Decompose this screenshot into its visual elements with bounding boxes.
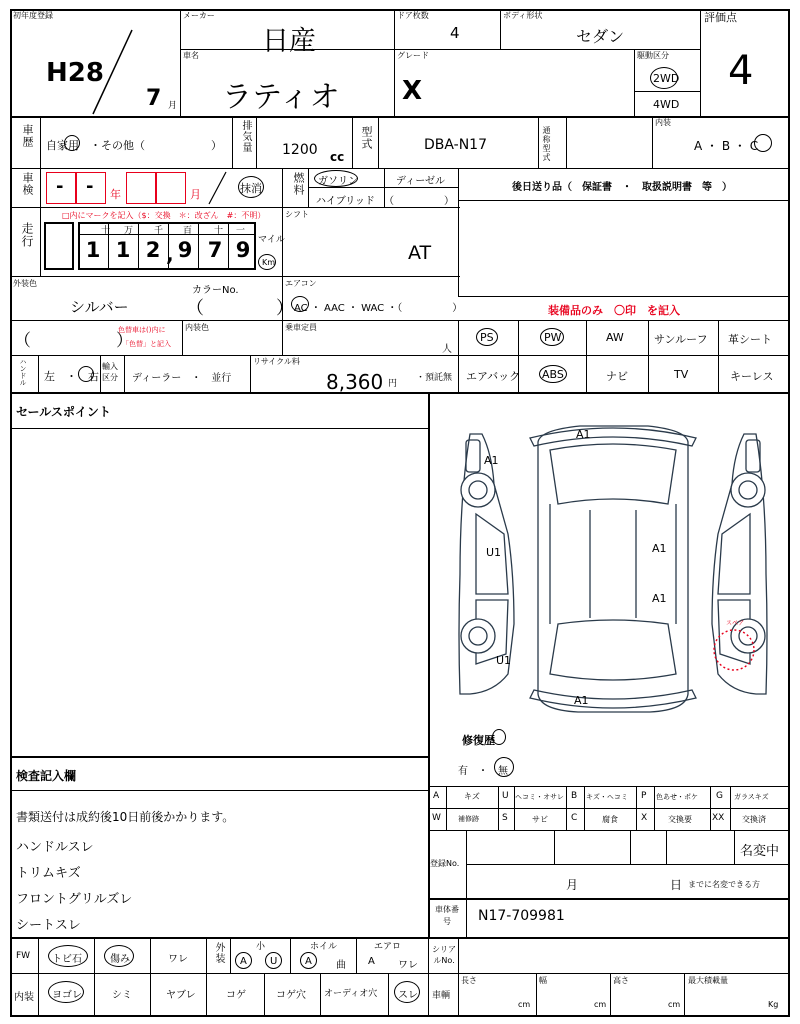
capacity-label: 乗車定員 xyxy=(285,323,317,332)
doors-label: ドア枚数 xyxy=(397,11,429,20)
name-change: 名変中 xyxy=(740,844,780,859)
inspector-note-2: ハンドルスレ xyxy=(16,840,94,855)
legend-s: S xyxy=(502,813,508,823)
displacement-unit: cc xyxy=(330,150,345,164)
year-char: 年 xyxy=(110,188,121,201)
legend-p: P xyxy=(641,791,647,801)
month-char: 月 xyxy=(190,188,201,201)
body-type-label: ボディ形状 xyxy=(503,11,543,20)
history-value: 自家用 ・その他（ ） xyxy=(46,139,222,152)
handle-label: ハンドル xyxy=(19,358,27,386)
name-change-note: までに名変できる方 xyxy=(688,880,760,889)
mileage-unit-2: 万 xyxy=(124,226,134,236)
legend-w-text: 補修跡 xyxy=(458,815,479,823)
legend-b: B xyxy=(571,791,578,801)
name-change-day: 日 xyxy=(670,878,683,892)
ext-wheel-a-circle xyxy=(300,952,317,969)
int-stain: シミ xyxy=(112,990,132,1001)
equip-aw: AW xyxy=(606,331,624,344)
fuel-diesel: ディーゼル xyxy=(396,176,445,187)
color-change-note-1: 色替車は()内に xyxy=(118,326,166,334)
ext-wheel: ホイル xyxy=(310,942,338,952)
int-label: 内装 xyxy=(14,992,34,1003)
inspector-note-4: フロントグリルズレ xyxy=(16,892,133,907)
mileage-digit-5: 7 xyxy=(207,238,223,262)
reg-no-label: 登録No. xyxy=(430,859,460,868)
private-use-circle xyxy=(64,135,80,151)
mileage-digit-1: 1 xyxy=(85,238,101,262)
equip-navi: ナビ xyxy=(606,370,628,383)
int-burn-hole: コゲ穴 xyxy=(276,990,306,1001)
inspection-dash-2: - xyxy=(86,176,94,197)
common-model-label: 通称型式 xyxy=(542,126,551,162)
dims-load-label: 最大積載量 xyxy=(688,976,728,985)
equip-abs-circle xyxy=(539,365,567,383)
exterior-color: シルバー xyxy=(70,298,129,316)
equip-pw: PW xyxy=(544,331,562,344)
equip-keyless: キーレス xyxy=(730,370,774,383)
mark-right-front-door: A1 xyxy=(652,542,667,555)
reg-month-unit: 月 xyxy=(168,101,178,111)
exterior-color-label: 外装色 xyxy=(13,279,37,288)
int-dirt: ヨゴレ xyxy=(52,990,82,1001)
inspection-dash-1: - xyxy=(56,176,64,197)
inspector-note-5: シートスレ xyxy=(16,918,81,933)
not-registered: 抹消 xyxy=(240,182,262,195)
fuel-hybrid: ハイブリッド xyxy=(316,196,375,207)
inspector-note-1: 書類送付は成約後10日前後かかります。 xyxy=(16,810,235,824)
ext-small-u-circle xyxy=(265,952,282,969)
car-name-label: 車名 xyxy=(183,51,199,60)
displacement-label: 排気量 xyxy=(240,120,251,153)
ext-small-u: U xyxy=(270,956,278,967)
legend-c: C xyxy=(571,813,578,823)
fw-label: FW xyxy=(16,951,31,961)
ext-label: 外装 xyxy=(213,942,224,964)
dims-width-unit: cm xyxy=(594,1000,607,1009)
sales-point-label: セールスポイント xyxy=(16,405,111,419)
ext-aero-a: A xyxy=(368,956,375,967)
ext-aero-crack: ワレ xyxy=(398,960,418,971)
int-scuff-circle xyxy=(394,981,420,1003)
first-reg-label: 初年度登録 xyxy=(13,11,53,20)
interior-label: 内装 xyxy=(655,118,671,127)
slash-divider xyxy=(90,28,136,116)
inspection-box-3 xyxy=(126,172,156,204)
interior-grade-circle xyxy=(754,134,772,152)
mileage-unit-5: 十 xyxy=(214,226,224,236)
legend-x-text: 交換要 xyxy=(668,815,692,824)
legend-b-text: キズ・ヘコミ xyxy=(586,793,628,801)
handle-right-circle xyxy=(78,366,94,382)
drive-4wd: 4WD xyxy=(653,98,680,111)
mileage-comma: , xyxy=(166,242,174,266)
legend-w: W xyxy=(432,813,441,823)
spare-label: スペア xyxy=(726,620,745,627)
body-type: セダン xyxy=(576,27,625,46)
grade: X xyxy=(402,76,423,106)
repair-value: 有 ・ 無 xyxy=(458,766,508,777)
inspection-label: 車検 xyxy=(21,172,34,196)
color-change-note-2: 「色替」と記入 xyxy=(122,340,171,348)
legend-s-text: サビ xyxy=(532,815,548,824)
equip-leather: 革シート xyxy=(728,333,772,346)
repair-label-circle xyxy=(492,729,506,745)
mileage-note: □内にマークを記入（$：交換 ＊：改ざん #：不明） xyxy=(62,211,266,220)
slash-divider-2 xyxy=(206,170,228,206)
ext-small-a-circle xyxy=(235,952,252,969)
ac-label: エアコン xyxy=(285,279,317,288)
dims-height-unit: cm xyxy=(668,1000,681,1009)
legend-g-text: ガラスキズ xyxy=(734,793,769,801)
mileage-unit-4: 百 xyxy=(183,226,193,236)
mark-left-door: U1 xyxy=(486,546,502,559)
mileage-label: 走行 xyxy=(20,222,34,248)
gasoline-circle xyxy=(314,170,358,187)
dims-load-unit: Kg xyxy=(768,1000,779,1009)
int-audio-hole: オーディオ穴 xyxy=(324,989,378,999)
reg-month: 7 xyxy=(146,86,162,111)
recycle-unit: 円 xyxy=(388,379,398,389)
legend-c-text: 腐食 xyxy=(602,815,618,824)
dims-width-label: 幅 xyxy=(539,976,547,985)
mark-right-rear-door: A1 xyxy=(652,592,667,605)
displacement: 1200 xyxy=(282,142,318,158)
mark-front: A1 xyxy=(576,428,591,441)
mileage-digit-4: 9 xyxy=(177,238,193,262)
inspector-note-3: トリムキズ xyxy=(16,866,81,881)
legend-g: G xyxy=(716,791,723,801)
equip-tv: TV xyxy=(674,368,689,381)
repair-label: 修復歴 xyxy=(462,734,495,747)
equip-pw-circle xyxy=(540,328,564,346)
mark-rear: A1 xyxy=(574,694,589,707)
mileage-digit-2: 1 xyxy=(115,238,131,262)
deposit-label: ・預託無 xyxy=(416,373,453,383)
km-label: Km xyxy=(262,258,276,267)
import-value: ディーラー ・ 並行 xyxy=(132,373,232,384)
ext-aero: エアロ xyxy=(374,942,402,952)
mile-label: マイル xyxy=(258,235,285,245)
ext-wheel-bent: 曲 xyxy=(336,960,346,971)
chassis-label: 車体番号 xyxy=(435,905,459,926)
ext-small: 小 xyxy=(256,942,266,952)
car-diagram xyxy=(430,394,790,724)
legend-a: A xyxy=(433,791,440,801)
km-circle xyxy=(258,254,276,270)
mileage-unit-1: 十 xyxy=(101,226,111,236)
color-change-value: （ ） xyxy=(14,331,133,351)
recycle-label: リサイクル料 xyxy=(253,357,300,366)
dims-length-label: 長さ xyxy=(461,976,477,985)
mark-left-front: A1 xyxy=(484,454,499,467)
maker-label: メーカー xyxy=(183,11,215,20)
legend-x: X xyxy=(641,813,648,823)
ac-circle xyxy=(291,296,309,312)
fw-damage-circle xyxy=(104,945,134,967)
ext-small-a: A xyxy=(240,956,247,967)
ac-options: AC ・ AAC ・ WAC ・（ ） xyxy=(294,303,463,314)
int-scuff: スレ xyxy=(398,990,418,1001)
drive-label: 駆動区分 xyxy=(637,51,669,60)
legend-u-text: ヘコミ・オサレ xyxy=(515,793,564,801)
chassis-no: N17-709981 xyxy=(478,908,565,924)
not-registered-circle xyxy=(238,176,264,198)
dims-height-label: 高さ xyxy=(613,976,629,985)
inspection-box-4 xyxy=(156,172,186,204)
capacity-unit: 人 xyxy=(442,344,452,355)
grade-label: グレード xyxy=(397,51,429,60)
repair-none-circle xyxy=(494,757,514,777)
fw-crack: ワレ xyxy=(168,954,188,965)
fuel-gasoline: ガソリン xyxy=(318,176,358,187)
equip-sunroof: サンルーフ xyxy=(654,333,708,346)
legend-u: U xyxy=(502,791,509,801)
dims-length-unit: cm xyxy=(518,1000,531,1009)
fw-chip: トビ石 xyxy=(52,954,82,965)
equipment-only-label: 装備品のみ 〇印 を記入 xyxy=(548,304,680,317)
mark-left-rear: U1 xyxy=(496,654,512,667)
legend-a-text: キズ xyxy=(464,792,480,801)
car-name: ラティオ xyxy=(222,80,340,115)
handle-value: 左 ・ 右 xyxy=(44,370,99,383)
shift-label: シフト xyxy=(285,210,309,219)
interior-grade: A ・ B ・ C xyxy=(694,139,759,153)
color-no-value: （ ） xyxy=(186,298,294,319)
import-label: 輸入区分 xyxy=(102,362,118,382)
color-no-label: カラーNo. xyxy=(192,285,239,296)
legend-xx: XX xyxy=(712,813,725,823)
maker: 日産 xyxy=(262,26,316,57)
interior-color-label: 内装色 xyxy=(185,323,209,332)
fuel-label: 燃料 xyxy=(292,172,305,196)
mileage-unit-6: 一 xyxy=(236,226,246,236)
equip-ps-circle xyxy=(476,328,498,346)
dims-label: 車輌 xyxy=(432,991,451,1001)
name-change-month: 月 xyxy=(566,878,579,892)
int-tear: ヤブレ xyxy=(166,990,196,1001)
doors: 4 xyxy=(450,24,460,42)
legend-xx-text: 交換済 xyxy=(742,815,766,824)
int-burn: コゲ xyxy=(226,990,246,1001)
model-label: 型式 xyxy=(360,126,373,150)
mileage-box-extra xyxy=(44,222,74,270)
equip-ps: PS xyxy=(480,331,494,344)
recycle-fee: 8,360 xyxy=(326,370,384,394)
score-label: 評価点 xyxy=(704,11,737,24)
legend-p-text: 色あせ・ポケ xyxy=(656,793,698,801)
equip-airbag: エアバック xyxy=(466,370,521,383)
fw-chip-circle xyxy=(48,945,88,967)
drive-2wd-circle xyxy=(650,67,678,89)
mileage-digit-3: 2 xyxy=(145,238,161,262)
history-label: 車歴 xyxy=(21,124,34,148)
mileage-unit-3: 千 xyxy=(154,226,164,236)
int-dirt-circle xyxy=(48,981,84,1003)
serial-label: シリアルNo. xyxy=(432,945,456,965)
ext-wheel-a: A xyxy=(305,956,312,967)
fw-damage: 傷み xyxy=(110,954,130,965)
fuel-other: （ ） xyxy=(384,196,454,207)
equip-abs: ABS xyxy=(542,368,564,381)
later-items-label: 後日送り品（ 保証書 ・ 取扱説明書 等 ） xyxy=(512,182,732,193)
inspector-label: 検査記入欄 xyxy=(16,769,77,783)
drive-2wd: 2WD xyxy=(653,72,680,85)
shift: AT xyxy=(408,242,432,264)
model: DBA-N17 xyxy=(424,137,487,153)
mileage-digit-6: 9 xyxy=(235,238,251,262)
score: 4 xyxy=(728,48,754,94)
era-year: H28 xyxy=(46,58,104,88)
